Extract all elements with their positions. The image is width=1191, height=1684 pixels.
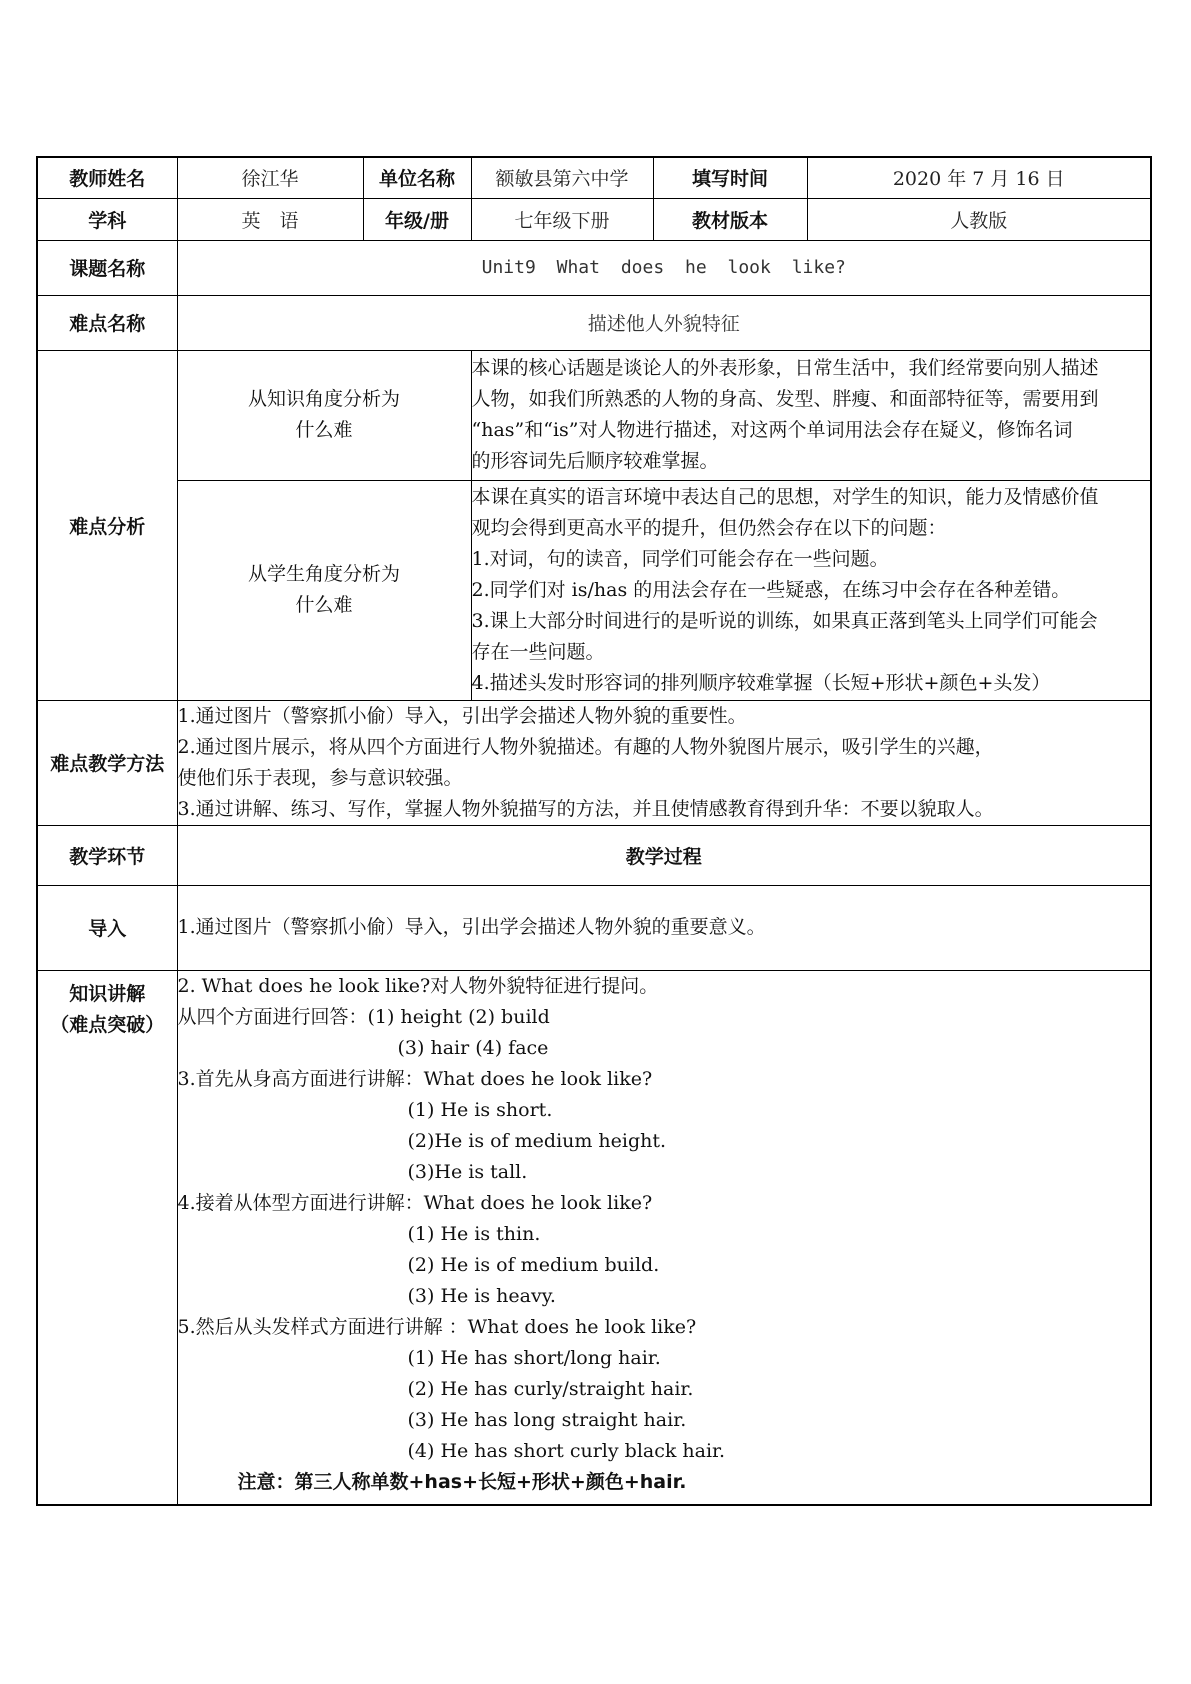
student-angle-text [471, 480, 1151, 700]
knowledge-note: 注意：第三人称单数+has+长短+形状+颜色+hair. [237, 1470, 687, 1493]
method-line: 3.通过讲解、练习、写作，掌握人物外貌描写的方法，并且使情感教育得到升华：不要以貌取人。 [177, 797, 994, 820]
unit-label: 单位名称 [363, 157, 471, 198]
build-example: (1) He is thin. [407, 1222, 541, 1245]
knowledge-label-line-2: （难点突破） [50, 1013, 165, 1036]
hair-example: (3) He has long straight hair. [407, 1408, 687, 1431]
analysis-knowledge-row [37, 350, 1151, 480]
knowledge-angle-label-line-2: 什么难 [295, 419, 353, 441]
knowledge-question: 2. What does he look like?对人物外貌特征进行提问。 [177, 974, 659, 997]
method-label: 难点教学方法 [37, 700, 177, 825]
knowledge-line: 人物，如我们所熟悉的人物的身高、发型、胖瘦、和面部特征等，需要用到 [471, 388, 1099, 410]
student-line: 本课在真实的语言环境中表达自己的思想，对学生的知识，能力及情感价值 [471, 485, 1099, 508]
topic-value: Unit9 What does he look like? [177, 240, 1151, 295]
student-line: 2.同学们对 is/has 的用法会存在一些疑惑，在练习中会存在各种差错。 [471, 578, 1071, 601]
lesson-plan-table [36, 156, 1152, 1506]
knowledge-line: “has”和“is”对人物进行描述，对这两个单词用法会存在疑义，修饰名词 [471, 419, 1073, 441]
subject-label: 学科 [37, 198, 177, 240]
build-example: (2) He is of medium build. [407, 1253, 660, 1276]
height-example: (3)He is tall. [407, 1160, 528, 1183]
lesson-plan-page [36, 156, 1150, 1506]
stage-label: 教学环节 [37, 825, 177, 885]
date-label: 填写时间 [653, 157, 807, 198]
analysis-label: 难点分析 [37, 350, 177, 700]
grade-value: 七年级下册 [471, 198, 653, 240]
knowledge-height-heading: 3.首先从身高方面进行讲解：What does he look like? [177, 1067, 653, 1090]
date-value: 2020 年 7 月 16 日 [807, 157, 1151, 198]
intro-row [37, 885, 1151, 970]
method-line: 1.通过图片（警察抓小偷）导入，引出学会描述人物外貌的重要性。 [177, 704, 747, 727]
height-example: (2)He is of medium height. [407, 1129, 667, 1152]
analysis-student-row [37, 480, 1151, 700]
knowledge-label-line-1: 知识讲解 [69, 982, 146, 1005]
header-row-2 [37, 198, 1151, 240]
topic-row [37, 240, 1151, 295]
student-angle-label [177, 480, 471, 700]
student-line: 1.对词，句的读音，同学们可能会存在一些问题。 [471, 547, 889, 570]
height-example: (1) He is short. [407, 1098, 553, 1121]
knowledge-angle-label-line-1: 从知识角度分析为 [247, 388, 400, 410]
knowledge-row [37, 970, 1151, 1505]
knowledge-line: 的形容词先后顺序较难掌握。 [471, 450, 719, 472]
student-line: 4.描述头发时形容词的排列顺序较难掌握（长短+形状+颜色+头发） [471, 671, 1051, 694]
intro-label: 导入 [37, 885, 177, 970]
unit-value: 额敏县第六中学 [471, 157, 653, 198]
student-angle-label-line-2: 什么难 [295, 594, 353, 616]
hair-example: (1) He has short/long hair. [407, 1346, 661, 1369]
knowledge-build-heading: 4.接着从体型方面进行讲解：What does he look like? [177, 1191, 653, 1214]
build-example: (3) He is heavy. [407, 1284, 556, 1307]
difficulty-label: 难点名称 [37, 295, 177, 350]
knowledge-label [37, 970, 177, 1505]
difficulty-value: 描述他人外貌特征 [177, 295, 1151, 350]
knowledge-line: 本课的核心话题是谈论人的外表形象，日常生活中，我们经常要向别人描述 [471, 357, 1099, 379]
process-header-row [37, 825, 1151, 885]
method-text [177, 700, 1151, 825]
method-row [37, 700, 1151, 825]
header-row-1 [37, 157, 1151, 198]
subject-value: 英 语 [177, 198, 363, 240]
knowledge-angle-text [471, 350, 1151, 480]
knowledge-aspects-1: 从四个方面进行回答：(1) height (2) build [177, 1005, 550, 1028]
method-line: 使他们乐于表现，参与意识较强。 [177, 766, 463, 789]
hair-example: (4) He has short curly black hair. [407, 1439, 726, 1462]
method-line: 2.通过图片展示，将从四个方面进行人物外貌描述。有趣的人物外貌图片展示，吸引学生的兴趣， [177, 735, 994, 758]
grade-label: 年级/册 [363, 198, 471, 240]
edition-value: 人教版 [807, 198, 1151, 240]
difficulty-row [37, 295, 1151, 350]
knowledge-aspects-2: (3) hair (4) face [397, 1036, 549, 1059]
hair-example: (2) He has curly/straight hair. [407, 1377, 694, 1400]
edition-label: 教材版本 [653, 198, 807, 240]
process-label: 教学过程 [177, 825, 1151, 885]
knowledge-hair-heading: 5.然后从头发样式方面进行讲解 ：What does he look like? [177, 1315, 697, 1338]
student-line: 存在一些问题。 [471, 640, 605, 663]
student-angle-label-line-1: 从学生角度分析为 [247, 563, 400, 585]
knowledge-angle-label [177, 350, 471, 480]
topic-label: 课题名称 [37, 240, 177, 295]
intro-text: 1.通过图片（警察抓小偷）导入，引出学会描述人物外貌的重要意义。 [177, 885, 1151, 970]
knowledge-content [177, 970, 1151, 1505]
teacher-value: 徐江华 [177, 157, 363, 198]
student-line: 3.课上大部分时间进行的是听说的训练，如果真正落到笔头上同学们可能会 [471, 609, 1098, 632]
teacher-label: 教师姓名 [37, 157, 177, 198]
student-line: 观均会得到更高水平的提升，但仍然会存在以下的问题： [471, 516, 947, 539]
